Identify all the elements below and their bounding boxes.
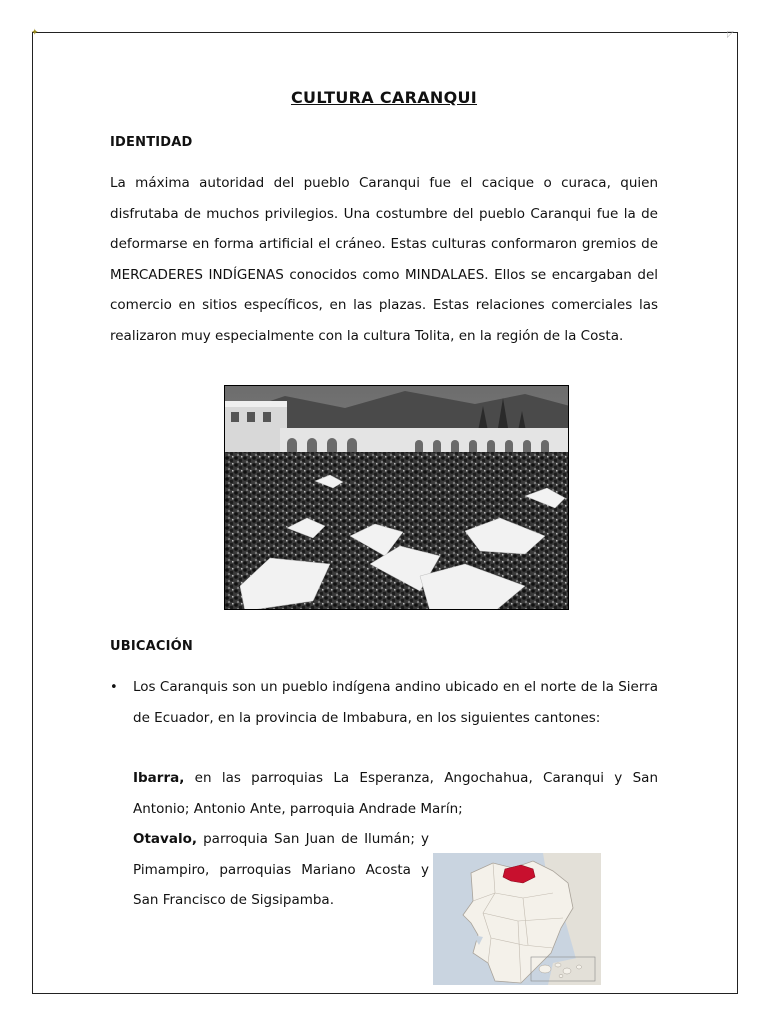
- paragraph-identidad: La máxima autoridad del pueblo Caranqui fue el cacique o curaca, quien disfrutaba de muchos privilegios. Una costumbre del pueblo Caranqui fue la de deformarse en forma artificial el cráneo. Estas culturas conformaron gremios de MERCADERES INDÍGENAS conocidos como MINDALAES. Ellos se encargaban del comercio en sitios específicos, en las plazas. Estas relaciones comerciales las realizaron muy especialmente con la cultura Tolita, en la región de la Costa.: [110, 175, 658, 344]
- heading-identidad: IDENTIDAD: [110, 135, 193, 150]
- footer-rule: [32, 993, 738, 994]
- ibarra-label: Ibarra,: [133, 770, 185, 786]
- document-title: CULTURA CARANQUI: [290, 88, 478, 107]
- otavalo-line: [133, 824, 429, 916]
- corner-mark-icon: ✦: [31, 28, 39, 38]
- ibarra-line: [133, 763, 658, 824]
- page-curl-icon: ◸: [727, 30, 734, 40]
- heading-ubicacion: UBICACIÓN: [110, 639, 194, 654]
- ibarra-text: en las parroquias La Esperanza, Angochahua, Caranqui y San Antonio; Antonio Ante, parroquia Andrade Marín;: [133, 770, 658, 817]
- ecuador-map: [433, 853, 601, 985]
- bullet-ubicacion: Los Caranquis son un pueblo indígena andino ubicado en el norte de la Sierra de Ecuador, en la provincia de Imbabura, en los siguientes cantones:: [133, 679, 658, 726]
- otavalo-label: Otavalo,: [133, 831, 197, 847]
- bullet-icon: •: [110, 680, 118, 695]
- otavalo-text: parroquia San Juan de Ilumán; y Pimampiro, parroquias Mariano Acosta y San Francisco de Sigsipamba.: [133, 831, 429, 908]
- market-photo: [224, 385, 569, 610]
